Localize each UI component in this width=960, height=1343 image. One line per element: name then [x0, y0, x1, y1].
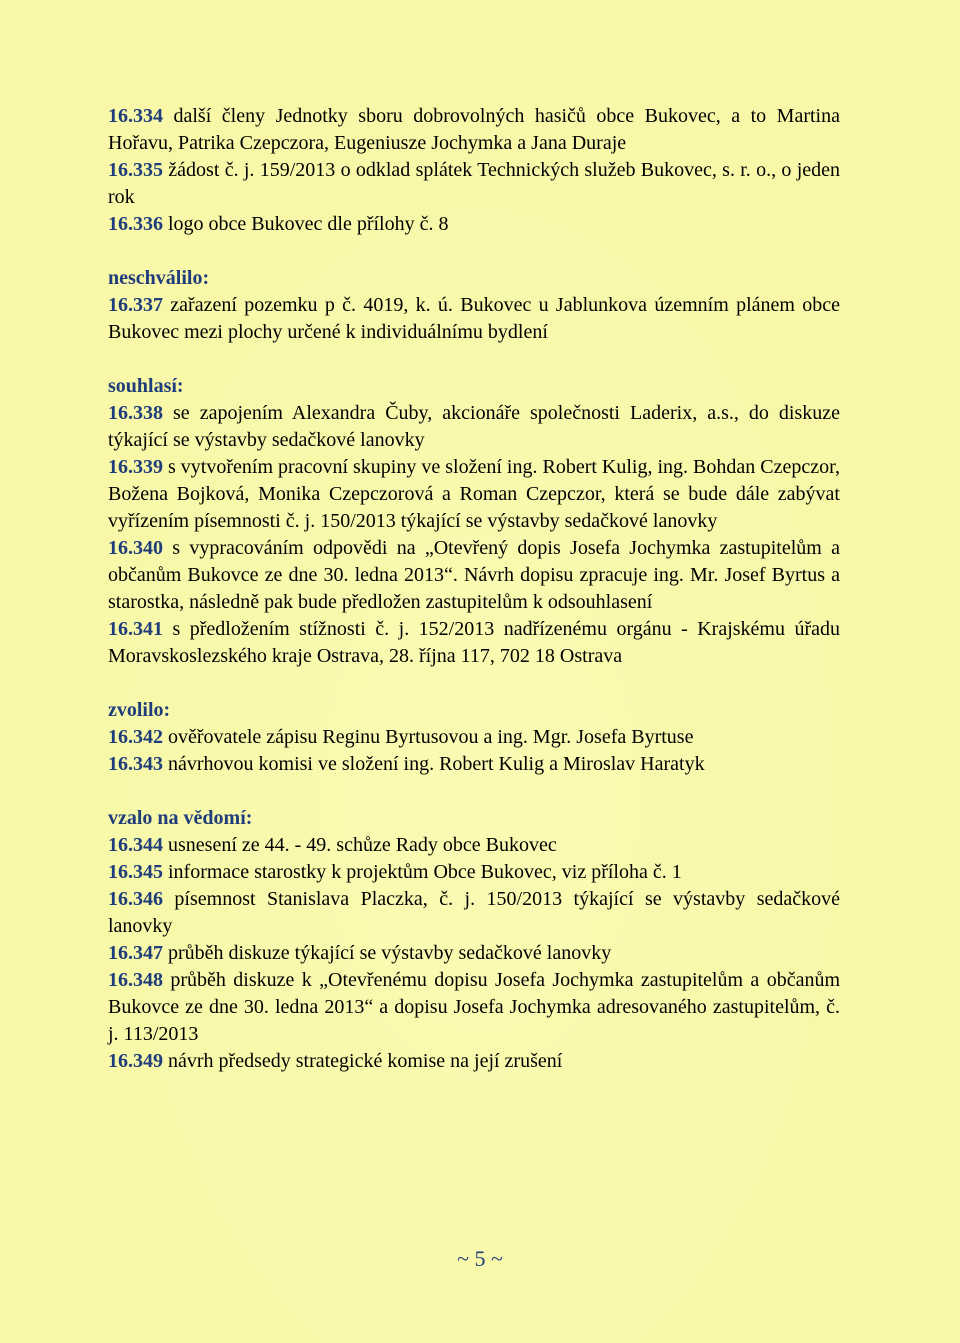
- resolution-text: návrh předsedy strategické komise na její zrušení: [163, 1050, 563, 1072]
- resolution-text: se zapojením Alexandra Čuby, akcionáře společnosti Laderix, a.s., do diskuze týkající se výstavby sedačkové lanovky: [108, 402, 840, 451]
- resolution-number: 16.335: [108, 159, 163, 181]
- resolution-number: 16.340: [108, 537, 163, 559]
- resolution-text: další členy Jednotky sboru dobrovolných hasičů obce Bukovec, a to Martina Hořavu, Patrika Czepczora, Eugeniusze Jochymka a Jana Duraje: [108, 105, 840, 154]
- resolution-number: 16.334: [108, 105, 163, 127]
- resolution-number: 16.346: [108, 888, 163, 910]
- resolution-number: 16.345: [108, 861, 163, 883]
- resolution-item: [108, 535, 840, 616]
- resolution-text: logo obce Bukovec dle přílohy č. 8: [163, 213, 449, 235]
- resolution-number: 16.337: [108, 294, 163, 316]
- section-heading: vzalo na vědomí:: [108, 807, 253, 829]
- resolution-item: [108, 157, 840, 211]
- resolution-text: písemnost Stanislava Placzka, č. j. 150/2013 týkající se výstavby sedačkové lanovky: [108, 888, 840, 937]
- resolution-text: s vytvořením pracovní skupiny ve složení ing. Robert Kulig, ing. Bohdan Czepczor, Božena Bojková, Monika Czepczorová a Roman Czepczor, která se bude dále zabývat vyřízením písemnosti č. j. 150/2013 týkající se výstavby sedačkové lanovky: [108, 456, 840, 532]
- resolution-number: 16.343: [108, 753, 163, 775]
- resolution-number: 16.344: [108, 834, 163, 856]
- resolution-item: [108, 832, 840, 859]
- resolution-number: 16.339: [108, 456, 163, 478]
- resolution-item: [108, 292, 840, 346]
- resolution-number: 16.341: [108, 618, 163, 640]
- resolution-item: [108, 886, 840, 940]
- resolution-text: ověřovatele zápisu Reginu Byrtusovou a ing. Mgr. Josefa Byrtuse: [163, 726, 694, 748]
- resolution-text: průběh diskuze k „Otevřenému dopisu Josefa Jochymka zastupitelům a občanům Bukovce ze dne 30. ledna 2013“ a dopisu Josefa Jochymka adresovaného zastupitelům, č. j. 113/2013: [108, 969, 840, 1045]
- section-heading: souhlasí:: [108, 375, 184, 397]
- resolution-item: [108, 211, 840, 238]
- resolution-item: [108, 616, 840, 670]
- resolution-text: usnesení ze 44. - 49. schůze Rady obce Bukovec: [163, 834, 557, 856]
- resolution-text: s vypracováním odpovědi na „Otevřený dopis Josefa Jochymka zastupitelům a občanům Bukovce ze dne 30. ledna 2013“. Návrh dopisu zpracuje ing. Mr. Josef Byrtus a starostka, následně pak bude předložen zastupitelům k odsouhlasení: [108, 537, 840, 613]
- resolution-item: [108, 751, 840, 778]
- section-heading: zvolilo:: [108, 699, 171, 721]
- resolution-item: [108, 400, 840, 454]
- resolution-item: [108, 967, 840, 1048]
- resolution-item: [108, 103, 840, 157]
- resolution-item: [108, 940, 840, 967]
- resolution-number: 16.348: [108, 969, 163, 991]
- resolution-number: 16.342: [108, 726, 163, 748]
- resolution-text: návrhovou komisi ve složení ing. Robert Kulig a Miroslav Haratyk: [163, 753, 705, 775]
- resolution-list: [108, 103, 840, 1075]
- resolution-item: [108, 454, 840, 535]
- resolution-item: [108, 1048, 840, 1075]
- resolution-number: 16.347: [108, 942, 163, 964]
- section-heading: neschválilo:: [108, 267, 210, 289]
- resolution-number: 16.349: [108, 1050, 163, 1072]
- resolution-number: 16.336: [108, 213, 163, 235]
- resolution-item: [108, 724, 840, 751]
- resolution-text: informace starostky k projektům Obce Bukovec, viz příloha č. 1: [163, 861, 682, 883]
- resolution-text: průběh diskuze týkající se výstavby sedačkové lanovky: [163, 942, 612, 964]
- resolution-item: [108, 859, 840, 886]
- resolution-text: žádost č. j. 159/2013 o odklad splátek Technických služeb Bukovec, s. r. o., o jeden rok: [108, 159, 840, 208]
- resolution-text: s předložením stížnosti č. j. 152/2013 nadřízenému orgánu - Krajskému úřadu Moravskoslezského kraje Ostrava, 28. října 117, 702 18 Ostrava: [108, 618, 840, 667]
- resolution-number: 16.338: [108, 402, 163, 424]
- page-number: ~ 5 ~: [457, 1246, 503, 1271]
- resolution-text: zařazení pozemku p č. 4019, k. ú. Bukovec u Jablunkova územním plánem obce Bukovec mezi plochy určené k individuálnímu bydlení: [108, 294, 840, 343]
